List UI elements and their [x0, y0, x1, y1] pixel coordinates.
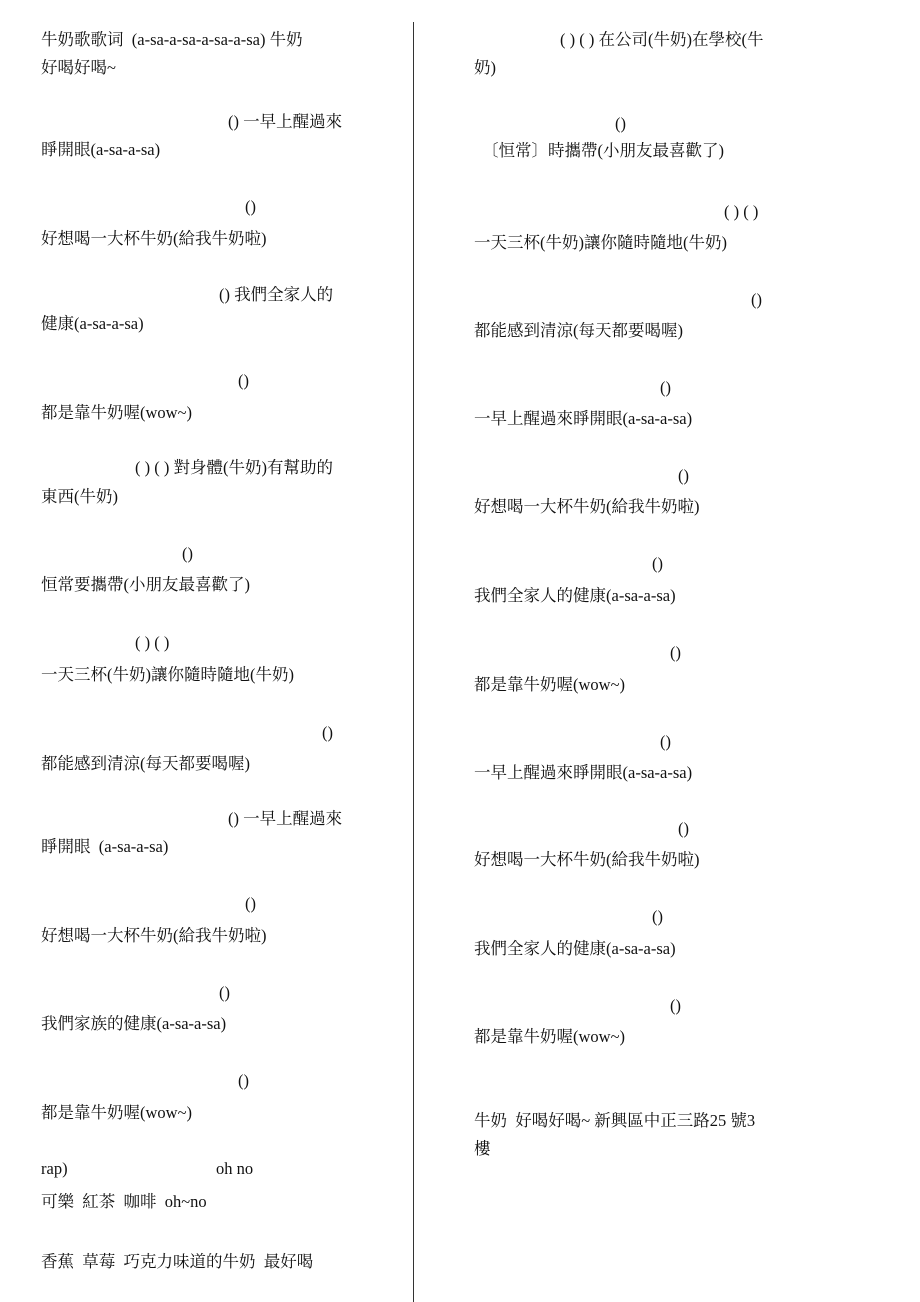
lyric-line: () [660, 732, 671, 751]
lyric-line: 奶) [474, 58, 496, 77]
lyric-line: 樓 [474, 1139, 491, 1158]
lyric-line: () [678, 466, 689, 485]
lyric-line: () [219, 983, 230, 1002]
lyric-line: () [751, 290, 762, 309]
lyric-line: ( ) ( ) [724, 202, 759, 221]
lyric-line: 一早上醒過來睜開眼(a-sa-a-sa) [474, 409, 693, 428]
lyric-line: 睜開眼(a-sa-a-sa) [41, 140, 161, 159]
lyric-line: 好想喝一大杯牛奶(給我牛奶啦) [41, 926, 267, 945]
lyric-line: 牛奶 好喝好喝~ 新興區中正三路25 號3 [474, 1111, 756, 1130]
lyric-line: 東西(牛奶) [41, 487, 118, 506]
lyric-line: 睜開眼 (a-sa-a-sa) [41, 837, 169, 856]
lyric-line: () [322, 723, 333, 742]
lyric-line: 都是靠牛奶喔(wow~) [474, 675, 625, 694]
lyric-line: 一天三杯(牛奶)讓你隨時隨地(牛奶) [474, 233, 727, 252]
lyric-line: 都能感到清涼(每天都要喝喔) [474, 321, 683, 340]
lyric-line: 恒常要攜帶(小朋友最喜歡了) [41, 575, 250, 594]
lyric-line: () [678, 819, 689, 838]
lyric-line: 一早上醒過來睜開眼(a-sa-a-sa) [474, 763, 693, 782]
lyric-line: ( ) ( ) [135, 633, 170, 652]
lyric-line: () [660, 378, 671, 397]
lyric-line: 香蕉 草莓 巧克力味道的牛奶 最好喝 [41, 1252, 314, 1271]
lyric-line: () [670, 996, 681, 1015]
lyric-line: 一天三杯(牛奶)讓你隨時隨地(牛奶) [41, 665, 294, 684]
lyric-line: 好想喝一大杯牛奶(給我牛奶啦) [474, 497, 700, 516]
lyric-line: () [245, 894, 256, 913]
lyric-line: 好想喝一大杯牛奶(給我牛奶啦) [474, 850, 700, 869]
lyric-line: () [238, 1071, 249, 1090]
lyric-line: () [652, 907, 663, 926]
lyric-line: 都能感到清涼(每天都要喝喔) [41, 754, 250, 773]
lyric-line: 牛奶歌歌词 (a-sa-a-sa-a-sa-a-sa) 牛奶 [41, 30, 303, 49]
lyric-line: 可樂 紅茶 咖啡 oh~no [41, 1192, 207, 1211]
lyric-line: 都是靠牛奶喔(wow~) [474, 1027, 625, 1046]
lyric-line: 好想喝一大杯牛奶(給我牛奶啦) [41, 229, 267, 248]
lyric-line: () [670, 643, 681, 662]
lyric-line: 健康(a-sa-a-sa) [41, 314, 144, 333]
lyric-line: ( ) ( ) 在公司(牛奶)在學校(牛 [560, 30, 764, 49]
lyric-line: () 我們全家人的 [219, 285, 334, 304]
lyric-line: () 一早上醒過來 [228, 809, 343, 828]
column-divider [413, 22, 414, 1302]
lyric-line: 我們全家人的健康(a-sa-a-sa) [474, 939, 676, 958]
lyric-line: () [245, 197, 256, 216]
lyric-line: 我們全家人的健康(a-sa-a-sa) [474, 586, 676, 605]
lyric-line: () [182, 544, 193, 563]
lyric-line: 好喝好喝~ [41, 58, 116, 77]
lyric-line: 都是靠牛奶喔(wow~) [41, 403, 192, 422]
lyric-line: oh no [216, 1159, 254, 1178]
lyric-line: () [615, 114, 626, 133]
lyric-line: 〔恒常〕時攜帶(小朋友最喜歡了) [482, 141, 724, 160]
lyric-line: () 一早上醒過來 [228, 112, 343, 131]
lyric-line: () [238, 371, 249, 390]
lyric-line: rap) [41, 1159, 68, 1178]
lyric-line: 我們家族的健康(a-sa-a-sa) [41, 1014, 227, 1033]
lyric-line: () [652, 554, 663, 573]
lyric-line: 都是靠牛奶喔(wow~) [41, 1103, 192, 1122]
lyric-line: ( ) ( ) 對身體(牛奶)有幫助的 [135, 458, 333, 477]
